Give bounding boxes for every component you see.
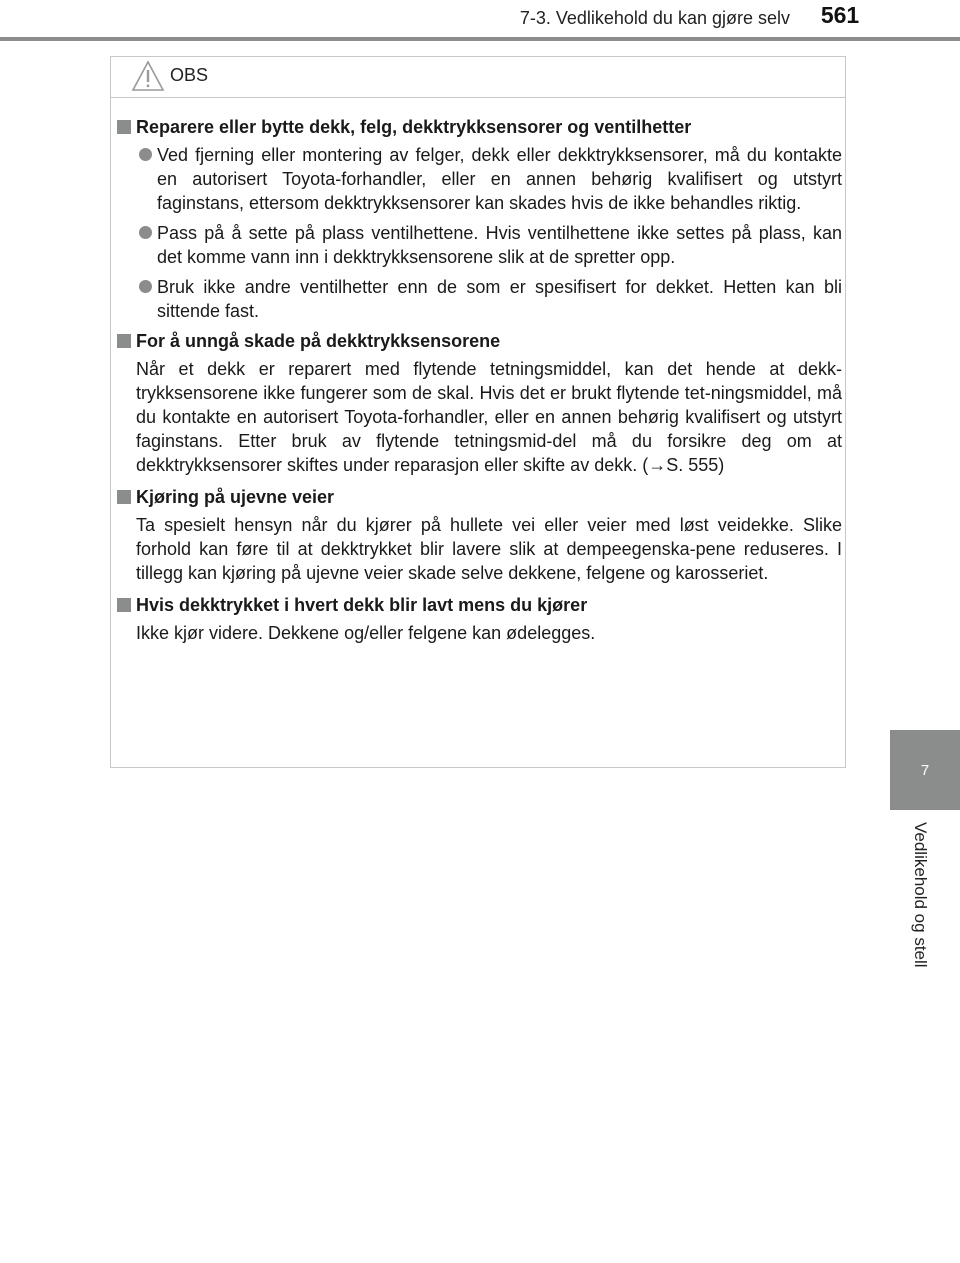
round-bullet-icon <box>139 226 152 239</box>
bullet-item <box>117 221 842 269</box>
section-paragraph: Ikke kjør videre. Dekkene og/eller felgene kan ødelegges. <box>136 623 596 643</box>
notice-label: OBS <box>170 65 209 85</box>
chapter-tab: 7 <box>890 730 960 810</box>
round-bullet-icon <box>139 148 152 161</box>
section-title <box>117 115 842 139</box>
round-bullet-icon <box>139 280 152 293</box>
notice-box <box>110 56 846 768</box>
section-paragraph: Når et dekk er reparert med flytende tetningsmiddel, kan det hende at dekk-trykksensorene ikke fungerer som de skal. Hvis det er brukt flytende tet-ningsmiddel, må du kontakte en autorisert Toyota-forhandler, eller en annen behørig kvalifisert og utstyrt faginstans. Etter bruk av flytende tetningsmid-del må du forsikre deg om at dekktrykksensorer skiftes under reparasjon eller skifte av dekk. (→S. 555) <box>136 359 842 475</box>
section-title <box>117 485 842 509</box>
section-title <box>117 593 842 617</box>
bullet-text: Ved fjerning eller montering av felger, dekk eller dekktrykksensorer, må du kontakte en autorisert Toyota-forhandler, eller en annen behørig kvalifisert og utstyrt faginstans, ettersom dekktrykksensorer kan skades hvis de ikke behandles riktig. <box>157 145 842 213</box>
bullet-item <box>117 275 842 323</box>
bullet-text: Bruk ikke andre ventilhetter enn de som er spesifisert for dekket. Hetten kan bli sittende fast. <box>157 277 842 321</box>
section-title-text: Hvis dekktrykket i hvert dekk blir lavt mens du kjører <box>136 595 588 615</box>
chapter-label: Vedlikehold og stell <box>911 822 930 968</box>
section-title <box>117 329 842 353</box>
square-bullet-icon <box>117 598 131 612</box>
section-title-text: Reparere eller bytte dekk, felg, dekktrykksensorer og ventilhetter <box>136 117 692 137</box>
square-bullet-icon <box>117 334 131 348</box>
notice-content <box>117 115 842 653</box>
section-title-text: Kjøring på ujevne veier <box>136 487 335 507</box>
bullet-item <box>117 143 842 215</box>
notice-header <box>111 57 845 98</box>
bullet-text: Pass på å sette på plass ventilhettene. Hvis ventilhettene ikke settes på plass, kan det komme vann inn i dekktrykksensorene slik at de spretter opp. <box>157 223 842 267</box>
section-header: 7-3. Vedlikehold du kan gjøre selv <box>519 8 790 28</box>
page-number: 561 <box>820 2 860 28</box>
header-rule <box>0 37 960 41</box>
section-title-text: For å unngå skade på dekktrykksensorene <box>136 331 501 351</box>
square-bullet-icon <box>117 120 131 134</box>
section-paragraph: Ta spesielt hensyn når du kjører på hullete vei eller veier med løst veidekke. Slike forhold kan føre til at dekktrykket blir lavere slik at dempeegenska-pene reduseres. I tillegg kan kjøring på ujevne veier skade selve dekkene, felgene og karosseriet. <box>136 515 842 583</box>
square-bullet-icon <box>117 490 131 504</box>
warning-triangle-icon <box>131 60 165 92</box>
